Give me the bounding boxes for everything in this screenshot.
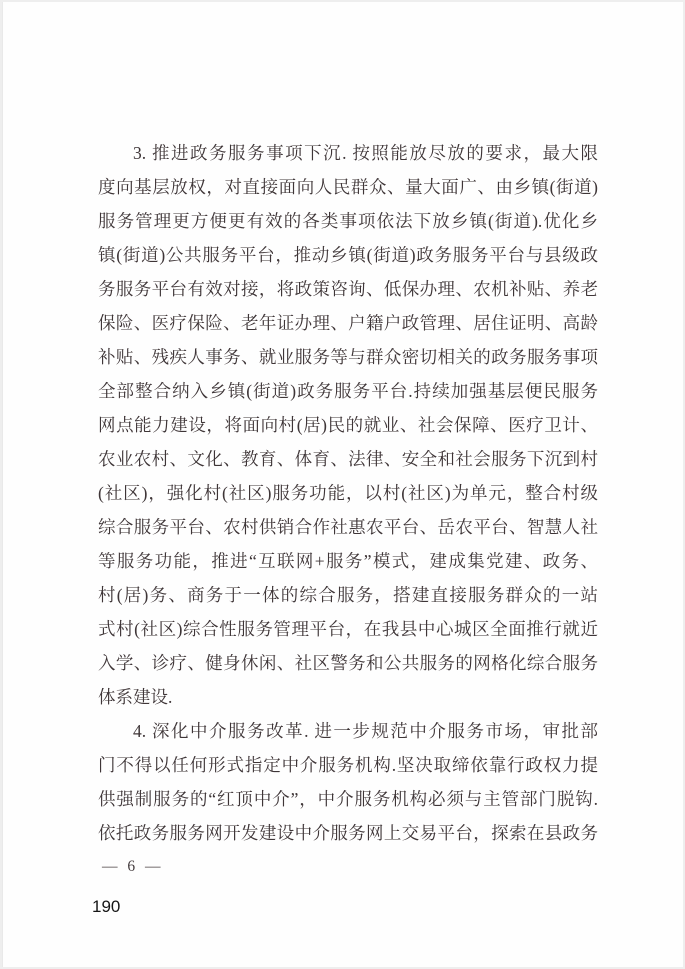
text-line: 门不得以任何形式指定中介服务机构.坚决取缔依靠行政权力提: [98, 755, 598, 775]
footer-page-marker: — 6 —: [102, 858, 164, 875]
text-line: (社区)，强化村(社区)服务功能，以村(社区)为单元，整合村级: [98, 483, 598, 503]
text-line: 4. 深化中介服务改革. 进一步规范中介服务市场，审批部: [133, 721, 598, 741]
text-line: 综合服务平台、农村供销合作社惠农平台、岳农平台、智慧人社: [98, 517, 598, 537]
paragraph-item-3: [98, 136, 598, 714]
text-line: 度向基层放权，对直接面向人民群众、量大面广、由乡镇(街道): [98, 177, 598, 197]
text-line: 依托政务服务网开发建设中介服务网上交易平台，探索在县政务: [98, 823, 598, 843]
text-block: [98, 136, 598, 850]
text-line: 镇(街道)公共服务平台，推动乡镇(街道)政务服务平台与县级政: [98, 245, 598, 265]
text-line: 供强制服务的“红顶中介”，中介服务机构必须与主管部门脱钩.: [98, 789, 598, 809]
text-line: 农业农村、文化、教育、体育、法律、安全和社会服务下沉到村: [98, 449, 598, 469]
text-line: 式村(社区)综合性服务管理平台，在我县中心城区全面推行就近: [98, 619, 598, 639]
text-line: 入学、诊疗、健身休闲、社区警务和公共服务的网格化综合服务: [98, 653, 598, 673]
paragraph-item-4: [98, 714, 598, 850]
text-line: 3. 推进政务服务事项下沉. 按照能放尽放的要求，最大限: [133, 143, 598, 163]
text-line: 补贴、残疾人事务、就业服务等与群众密切相关的政务服务事项: [98, 347, 598, 367]
text-line: 保险、医疗保险、老年证办理、户籍户政管理、居住证明、高龄: [98, 313, 598, 333]
text-line: 全部整合纳入乡镇(街道)政务服务平台.持续加强基层便民服务: [98, 381, 598, 401]
text-line: 体系建设.: [98, 687, 173, 707]
text-line: 服务管理更方便更有效的各类事项依法下放乡镇(街道).优化乡: [98, 211, 598, 231]
text-line: 村(居)务、商务于一体的综合服务，搭建直接服务群众的一站: [98, 585, 598, 605]
text-line: 等服务功能，推进“互联网+服务”模式，建成集党建、政务、: [98, 551, 598, 571]
scan-page-number: 190: [92, 897, 121, 916]
text-line: 网点能力建设，将面向村(居)民的就业、社会保障、医疗卫计、: [98, 415, 598, 435]
text-line: 务服务平台有效对接，将政策咨询、低保办理、农机补贴、养老: [98, 279, 598, 299]
